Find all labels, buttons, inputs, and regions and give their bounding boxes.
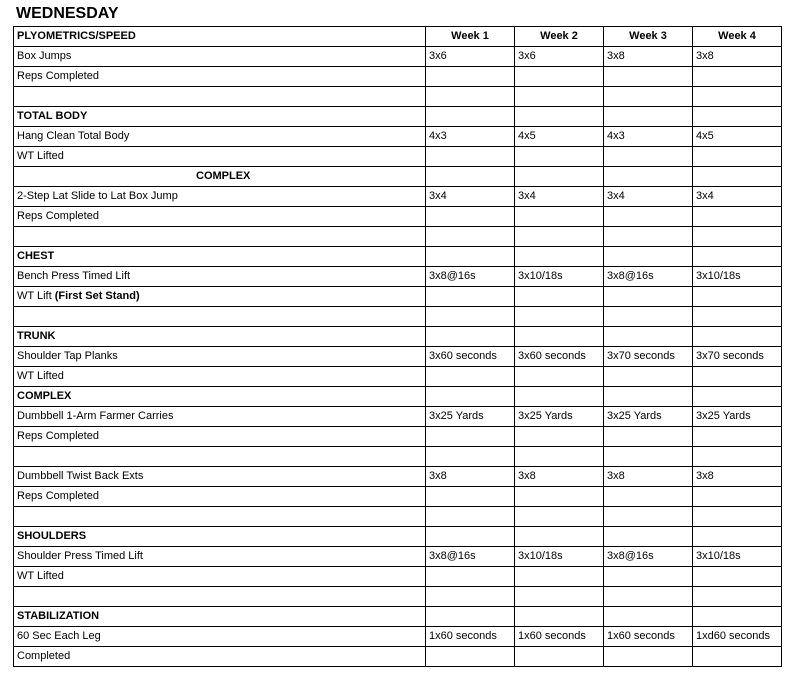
week-2-cell: 3x6 — [515, 47, 604, 67]
week-1-cell — [426, 307, 515, 327]
week-4-cell — [693, 227, 782, 247]
week-4-cell — [693, 307, 782, 327]
week-1-cell — [426, 447, 515, 467]
week-4-cell — [693, 507, 782, 527]
week-3-cell — [604, 507, 693, 527]
header-label-cell: PLYOMETRICS/SPEED — [14, 27, 426, 47]
week-3-cell[interactable] — [604, 487, 693, 507]
week-3-cell — [604, 167, 693, 187]
week-1-cell: 3x8 — [426, 467, 515, 487]
week-2-cell: 3x10/18s — [515, 267, 604, 287]
week-1-cell[interactable] — [426, 367, 515, 387]
week-1-cell: 3x60 seconds — [426, 347, 515, 367]
week-4-cell — [693, 327, 782, 347]
week-4-cell — [693, 87, 782, 107]
week-4-cell[interactable] — [693, 147, 782, 167]
week-1-cell — [426, 587, 515, 607]
week-3-cell[interactable] — [604, 367, 693, 387]
row-label-cell — [14, 507, 426, 527]
week-4-cell — [693, 607, 782, 627]
spacer-row — [14, 587, 782, 607]
week-1-cell: 3x8@16s — [426, 267, 515, 287]
week-3-cell[interactable] — [604, 147, 693, 167]
week-1-cell[interactable] — [426, 427, 515, 447]
table-row — [14, 267, 782, 287]
week-2-cell — [515, 507, 604, 527]
week-3-cell: 4x3 — [604, 127, 693, 147]
week-3-cell[interactable] — [604, 207, 693, 227]
row-label-cell: 2-Step Lat Slide to Lat Box Jump — [14, 187, 426, 207]
table-row — [14, 567, 782, 587]
week-1-cell[interactable] — [426, 67, 515, 87]
week-4-cell: 3x10/18s — [693, 547, 782, 567]
table-row — [14, 487, 782, 507]
week-3-cell — [604, 87, 693, 107]
row-label-cell — [14, 87, 426, 107]
row-label-note: (First Set Stand) — [54, 290, 140, 302]
week-3-cell[interactable] — [604, 287, 693, 307]
week-4-cell — [693, 247, 782, 267]
spacer-row — [14, 507, 782, 527]
table-row — [14, 647, 782, 667]
week-4-cell[interactable] — [693, 367, 782, 387]
week-4-cell[interactable] — [693, 647, 782, 667]
week-2-cell — [515, 167, 604, 187]
week-2-cell — [515, 87, 604, 107]
week-1-header: Week 1 — [426, 27, 515, 47]
week-4-cell — [693, 107, 782, 127]
week-4-cell — [693, 447, 782, 467]
table-row — [14, 147, 782, 167]
spacer-row — [14, 307, 782, 327]
section-label: TRUNK — [14, 327, 426, 347]
week-1-cell — [426, 167, 515, 187]
row-label-cell: Shoulder Tap Planks — [14, 347, 426, 367]
week-1-cell[interactable] — [426, 287, 515, 307]
week-3-cell: 3x25 Yards — [604, 407, 693, 427]
row-label-cell: Dumbbell 1-Arm Farmer Carries — [14, 407, 426, 427]
week-1-cell: 3x6 — [426, 47, 515, 67]
week-1-cell: 3x25 Yards — [426, 407, 515, 427]
row-label-cell — [14, 447, 426, 467]
section-row — [14, 527, 782, 547]
week-2-cell — [515, 587, 604, 607]
row-label-cell: 60 Sec Each Leg — [14, 627, 426, 647]
week-2-cell[interactable] — [515, 567, 604, 587]
row-label-cell — [14, 587, 426, 607]
table-row — [14, 467, 782, 487]
week-2-cell: 1x60 seconds — [515, 627, 604, 647]
week-1-cell — [426, 607, 515, 627]
week-4-cell[interactable] — [693, 207, 782, 227]
section-label: COMPLEX — [14, 167, 426, 187]
week-3-cell[interactable] — [604, 567, 693, 587]
week-1-cell — [426, 527, 515, 547]
week-2-cell[interactable] — [515, 67, 604, 87]
week-3-cell: 3x4 — [604, 187, 693, 207]
week-4-cell: 3x10/18s — [693, 267, 782, 287]
table-row — [14, 407, 782, 427]
week-2-cell — [515, 607, 604, 627]
week-2-cell[interactable] — [515, 647, 604, 667]
section-row — [14, 387, 782, 407]
row-label-cell — [14, 227, 426, 247]
week-2-cell[interactable] — [515, 427, 604, 447]
week-3-cell — [604, 447, 693, 467]
week-3-cell: 3x8@16s — [604, 267, 693, 287]
table-row — [14, 427, 782, 447]
week-4-cell[interactable] — [693, 487, 782, 507]
section-row — [14, 107, 782, 127]
row-label-cell — [14, 287, 426, 307]
section-row — [14, 607, 782, 627]
week-2-cell — [515, 447, 604, 467]
table-row — [14, 67, 782, 87]
week-1-cell — [426, 507, 515, 527]
week-3-cell: 3x8@16s — [604, 547, 693, 567]
week-4-cell — [693, 387, 782, 407]
section-row — [14, 327, 782, 347]
table-row — [14, 187, 782, 207]
week-1-cell: 3x8@16s — [426, 547, 515, 567]
row-label: WT Lift — [17, 290, 52, 302]
week-3-cell — [604, 307, 693, 327]
week-3-cell — [604, 387, 693, 407]
section-row — [14, 167, 782, 187]
section-label: CHEST — [14, 247, 426, 267]
week-3-cell — [604, 107, 693, 127]
section-label: COMPLEX — [14, 387, 426, 407]
page-title: WEDNESDAY — [16, 5, 119, 22]
row-label-cell: Box Jumps — [14, 47, 426, 67]
week-1-cell — [426, 327, 515, 347]
week-3-cell — [604, 527, 693, 547]
row-label-cell: Reps Completed — [14, 207, 426, 227]
week-3-cell — [604, 247, 693, 267]
week-2-cell — [515, 247, 604, 267]
week-1-cell[interactable] — [426, 647, 515, 667]
spacer-row — [14, 87, 782, 107]
week-4-cell[interactable] — [693, 67, 782, 87]
week-2-cell: 3x10/18s — [515, 547, 604, 567]
week-1-cell — [426, 87, 515, 107]
week-1-cell[interactable] — [426, 487, 515, 507]
section-row — [14, 247, 782, 267]
table-row — [14, 347, 782, 367]
week-2-cell: 3x4 — [515, 187, 604, 207]
week-3-cell — [604, 587, 693, 607]
week-3-cell — [604, 227, 693, 247]
week-3-cell[interactable] — [604, 427, 693, 447]
week-3-cell[interactable] — [604, 647, 693, 667]
week-3-cell — [604, 607, 693, 627]
row-label-cell — [14, 307, 426, 327]
row-label-cell: WT Lifted — [14, 567, 426, 587]
week-1-cell — [426, 247, 515, 267]
week-4-cell: 3x70 seconds — [693, 347, 782, 367]
workout-table — [13, 26, 782, 667]
table-row — [14, 547, 782, 567]
row-label-cell: Completed — [14, 647, 426, 667]
week-1-cell: 1x60 seconds — [426, 627, 515, 647]
week-2-cell[interactable] — [515, 487, 604, 507]
week-4-cell[interactable] — [693, 287, 782, 307]
row-label-cell: Hang Clean Total Body — [14, 127, 426, 147]
week-1-cell[interactable] — [426, 147, 515, 167]
row-label-cell: Reps Completed — [14, 67, 426, 87]
section-label: SHOULDERS — [14, 527, 426, 547]
week-3-cell: 1x60 seconds — [604, 627, 693, 647]
table-row — [14, 287, 782, 307]
week-2-cell — [515, 327, 604, 347]
week-2-cell — [515, 387, 604, 407]
table-row — [14, 627, 782, 647]
week-4-cell[interactable] — [693, 567, 782, 587]
week-3-cell: 3x8 — [604, 467, 693, 487]
week-2-cell[interactable] — [515, 147, 604, 167]
row-label-cell: WT Lifted — [14, 147, 426, 167]
spacer-row — [14, 227, 782, 247]
week-4-cell: 3x25 Yards — [693, 407, 782, 427]
week-3-cell: 3x70 seconds — [604, 347, 693, 367]
week-4-cell[interactable] — [693, 427, 782, 447]
week-3-cell: 3x8 — [604, 47, 693, 67]
week-2-cell — [515, 527, 604, 547]
section-label: TOTAL BODY — [14, 107, 426, 127]
week-3-header: Week 3 — [604, 27, 693, 47]
week-2-cell: 3x25 Yards — [515, 407, 604, 427]
week-2-cell: 3x8 — [515, 467, 604, 487]
week-4-cell: 4x5 — [693, 127, 782, 147]
week-1-cell[interactable] — [426, 207, 515, 227]
week-4-cell: 1xd60 seconds — [693, 627, 782, 647]
week-2-cell[interactable] — [515, 367, 604, 387]
week-2-cell — [515, 307, 604, 327]
week-2-cell[interactable] — [515, 207, 604, 227]
week-4-cell — [693, 527, 782, 547]
week-4-cell — [693, 587, 782, 607]
spacer-row — [14, 447, 782, 467]
row-label-cell: Reps Completed — [14, 487, 426, 507]
week-2-cell — [515, 227, 604, 247]
week-4-cell: 3x8 — [693, 467, 782, 487]
table-row — [14, 207, 782, 227]
week-4-cell — [693, 167, 782, 187]
row-label-cell: Reps Completed — [14, 427, 426, 447]
week-2-cell: 3x60 seconds — [515, 347, 604, 367]
week-1-cell — [426, 107, 515, 127]
week-2-cell: 4x5 — [515, 127, 604, 147]
week-1-cell: 3x4 — [426, 187, 515, 207]
week-2-cell — [515, 107, 604, 127]
row-label-cell: Bench Press Timed Lift — [14, 267, 426, 287]
week-4-header: Week 4 — [693, 27, 782, 47]
week-1-cell: 4x3 — [426, 127, 515, 147]
week-1-cell[interactable] — [426, 567, 515, 587]
week-4-cell: 3x8 — [693, 47, 782, 67]
header-row — [14, 27, 782, 47]
row-label-cell: Shoulder Press Timed Lift — [14, 547, 426, 567]
week-1-cell — [426, 227, 515, 247]
week-4-cell: 3x4 — [693, 187, 782, 207]
table-row — [14, 367, 782, 387]
table-row — [14, 47, 782, 67]
section-label: STABILIZATION — [14, 607, 426, 627]
week-3-cell — [604, 327, 693, 347]
week-2-cell[interactable] — [515, 287, 604, 307]
table-row — [14, 127, 782, 147]
week-2-header: Week 2 — [515, 27, 604, 47]
week-3-cell[interactable] — [604, 67, 693, 87]
week-1-cell — [426, 387, 515, 407]
row-label-cell: WT Lifted — [14, 367, 426, 387]
row-label-cell: Dumbbell Twist Back Exts — [14, 467, 426, 487]
